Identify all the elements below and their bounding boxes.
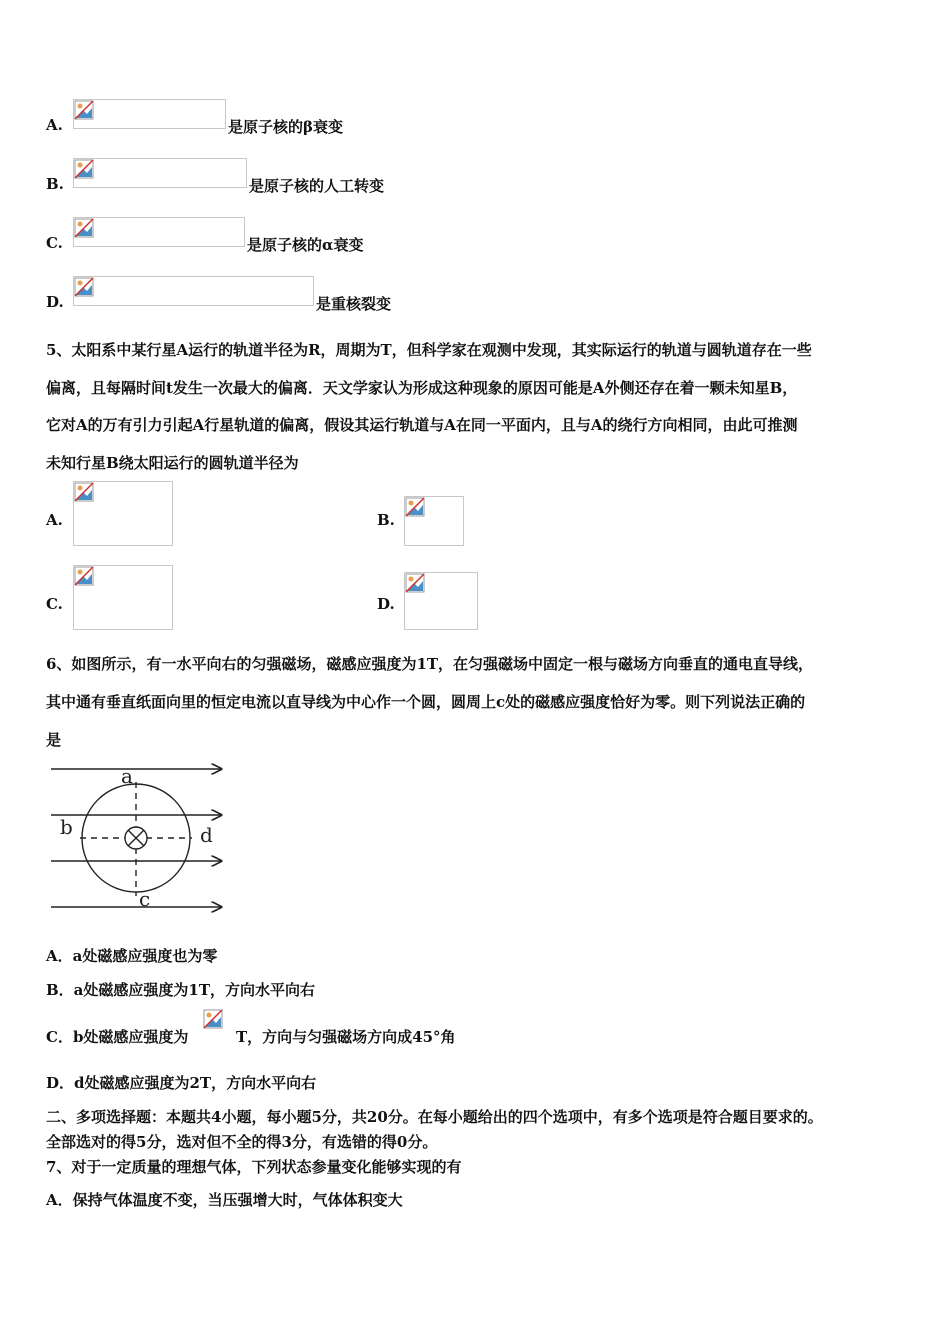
option-text: 是原子核的人工转变 — [249, 177, 385, 195]
q7-stem: 7、对于一定质量的理想气体，下列状态参量变化能够实现的有 — [46, 1158, 462, 1176]
option-text: 是原子核的α衰变 — [247, 236, 364, 254]
option-label: B. — [46, 175, 64, 193]
label-a: a — [121, 764, 133, 788]
broken-image-icon — [74, 100, 94, 120]
broken-image-icon — [74, 159, 94, 179]
broken-image-icon — [405, 573, 425, 593]
formula-image — [73, 158, 247, 188]
q6-option-a: A．a处磁感应强度也为零 — [46, 947, 218, 965]
q6-option-b: B．a处磁感应强度为1T，方向水平向右 — [46, 981, 315, 999]
formula-image — [73, 276, 314, 306]
formula-image — [404, 572, 478, 630]
option-label: B. — [377, 511, 395, 529]
formula-image — [73, 217, 245, 247]
option-label: C. — [46, 234, 63, 252]
broken-image-icon — [74, 218, 94, 238]
option-text: 是重核裂变 — [316, 295, 392, 313]
q6-option-c — [46, 1026, 188, 1047]
magnetic-field-figure — [46, 760, 232, 918]
option-text: 是原子核的β衰变 — [228, 118, 343, 136]
option-label: A. — [46, 116, 63, 134]
formula-image — [404, 496, 464, 546]
q6-option-d: D．d处磁感应强度为2T，方向水平向右 — [46, 1074, 317, 1092]
broken-image-icon — [74, 482, 94, 502]
q5-line-3: 它对A的万有引力引起A行星轨道的偏离，假设其运行轨道与A在同一平面内，且与A的绕行方向相同，由此可推测 — [46, 416, 798, 434]
broken-image-icon — [74, 277, 94, 297]
q5-line-2: 偏离，且每隔时间t发生一次最大的偏离．天文学家认为形成这种现象的原因可能是A外侧还存在着一颗未知星B， — [46, 379, 798, 397]
broken-image-icon — [203, 1009, 223, 1029]
formula-image — [73, 481, 173, 546]
section-2-line-2: 全部选对的得5分，选对但不全的得3分，有选错的得0分。 — [46, 1133, 438, 1151]
formula-image — [73, 99, 226, 129]
broken-image-icon — [74, 566, 94, 586]
option-label: C. — [46, 595, 63, 613]
broken-image-icon — [405, 497, 425, 517]
q6-line-2: 其中通有垂直纸面向里的恒定电流以直导线为中心作一个圆，圆周上c处的磁感应强度恰好为零。则下列说法正确的 — [46, 693, 806, 711]
q5-line-1: 5、太阳系中某行星A运行的轨道半径为R，周期为T，但科学家在观测中发现，其实际运行的轨道与圆轨道存在一些 — [46, 341, 812, 359]
option-c-post: T，方向与匀强磁场方向成45°角 — [236, 1028, 456, 1046]
q6-line-3: 是 — [46, 731, 62, 749]
label-c: c — [139, 887, 151, 911]
section-2-line-1: 二、多项选择题：本题共4小题，每小题5分，共20分。在每小题给出的四个选项中，有多个选项是符合题目要求的。 — [46, 1108, 823, 1126]
option-label: A. — [46, 511, 63, 529]
option-label: D. — [377, 595, 395, 613]
q5-line-4: 未知行星B绕太阳运行的圆轨道半径为 — [46, 454, 299, 472]
label-b: b — [60, 815, 73, 839]
q6-line-1: 6、如图所示，有一水平向右的匀强磁场，磁感应强度为1T，在匀强磁场中固定一根与磁场方向垂直的通电直导线， — [46, 655, 814, 673]
q7-option-a: A．保持气体温度不变，当压强增大时，气体体积变大 — [46, 1191, 403, 1209]
option-label: D. — [46, 293, 64, 311]
formula-image — [203, 1009, 235, 1041]
option-c-pre: C．b处磁感应强度为 — [46, 1028, 189, 1046]
formula-image — [73, 565, 173, 630]
label-d: d — [200, 823, 213, 847]
